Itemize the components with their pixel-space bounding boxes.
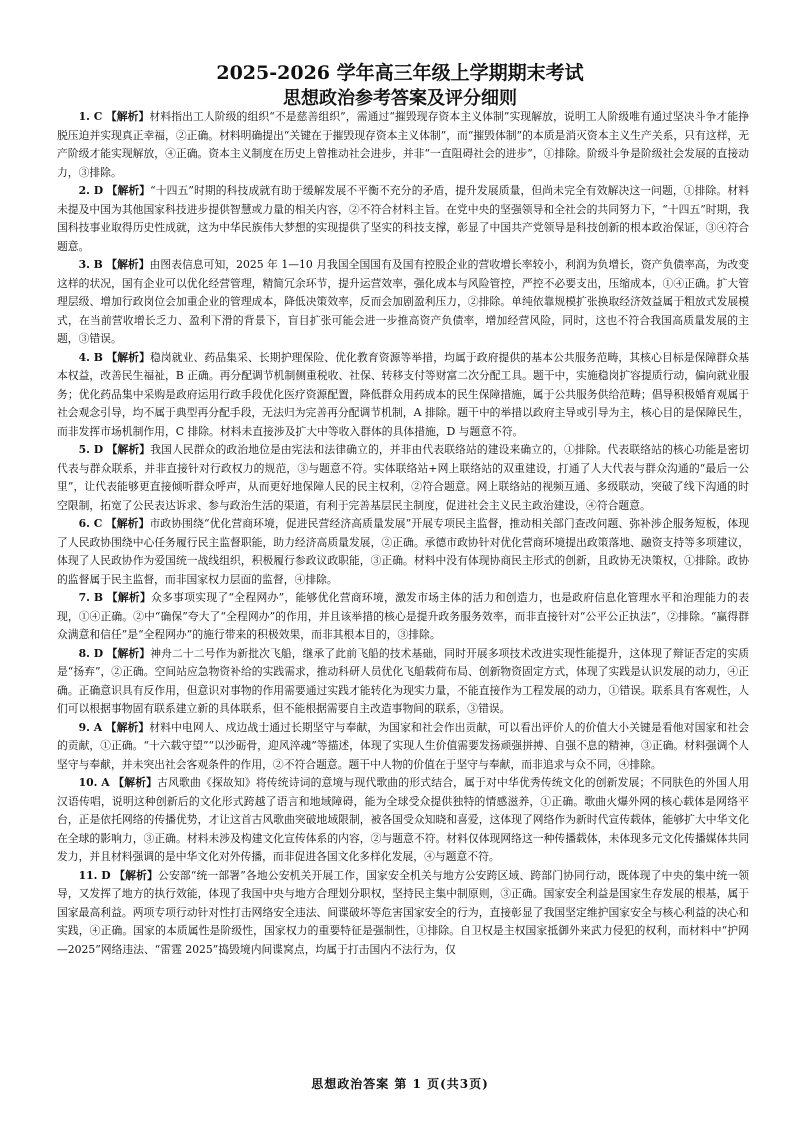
answer-number: 2. D <box>78 184 104 197</box>
answer-item-3 <box>57 256 749 349</box>
answer-key-subtitle: 思想政治参考答案及评分细则 <box>283 88 517 109</box>
analysis-tag: 【解析】 <box>106 443 151 456</box>
answer-item-1 <box>57 108 749 182</box>
answer-body <box>57 108 749 959</box>
analysis-text: 稳岗就业、药品集采、长期护理保险、优化教育资源等举措，均属于政府提供的基本公共服务范畴，其核心目标是保障群众基本权益，改善民生福祉，B 正确。再分配调节机制侧重税收、社保、转移支付等财富二次分配工具。题干中，实施稳岗扩容提质行动，偏向就业服务；优化药品集中采购是政府运用行政手段优化医疗资源配置，降低群众用药成本的民生保障措施，属于公共服务供给范畴；倡导积极婚育观属于社会观念引导，均不属于典型再分配手段，无法归为完善再分配调节机制，A 排除。题干中的举措以政府主导或引导为主，核心目的是保障民生，而非发挥市场机制作用，C 排除。材料未直接涉及扩大中等收入群体的具体措施，D 与题意不符。 <box>57 350 750 438</box>
analysis-text: 市政协围绕“优化营商环境，促进民营经济高质量发展”开展专项民主监督，推动相关部门查改问题、弥补涉企服务短板，体现了人民政协围绕中心任务履行民主监督职能，助力经济高质量发展，②正确。承德市政协针对优化营商环境提出政策落地、融资支持等多项建议，体现了人民政协作为爱国统一战线组织，积极履行参政议政职能，③正确。材料中没有体现协商民主形式的创新，且政协无决策权，①排除。政协的监督属于民主监督，而非国家权力层面的监督，④排除。 <box>57 517 750 586</box>
answer-number: 3. B <box>78 258 103 271</box>
answer-number: 8. D <box>78 646 104 660</box>
answer-item-5 <box>57 441 749 515</box>
analysis-tag: 【解析】 <box>106 646 151 660</box>
page-footer: 思想政治答案 第 1 页(共3页) <box>311 1077 489 1091</box>
answer-number: 5. D <box>78 443 104 456</box>
answer-item-11 <box>57 867 749 960</box>
analysis-text: 材料中电网人、戍边战士通过长期坚守与奉献，为国家和社会作出贡献，可以看出评价人的价值大小关键是看他对国家和社会的贡献，①正确。“十六载守望”“以沙砺骨，迎风淬魂”等描述，体现了实现人生价值需要发扬顽强拼搏、自强不息的精神，③正确。材料强调个人坚守与奉献，并未突出社会客观条件的作用，②不符合题意。题干中人物的价值在于坚守与奉献，而非追求与众不同，④排除。 <box>57 720 749 771</box>
analysis-tag: 【解析】 <box>106 184 151 197</box>
answer-number: 1. C <box>78 110 103 123</box>
analysis-text: 由图表信息可知，2025 年 1—10 月我国全国国有及国有控股企业的营收增长率较小，利润为负增长，资产负债率高，为改变这样的状况，国有企业可以优化经营管理，精简冗余环节，提升运营效率，强化成本与风险管控，严控不必要支出，压缩成本，①④正确。扩大管理层级、增加行政岗位会加重企业的管理成本，降低决策效率，反而会加剧盈利压力，②排除。单纯依靠规模扩张换取经济效益属于粗放式发展模式，在当前营收增长乏力、盈利下滑的背景下，盲目扩张可能会进一步推高资产负债率，增加经营风险，同时，这也不符合我国高质量发展的主题，③错误。 <box>57 258 750 345</box>
analysis-text: 我国人民群众的政治地位是由宪法和法律确立的，并非由代表联络站的建设来确立的，①排除。代表联络站的核心功能是密切代表与群众联系，并非直接针对行政权力的规范，③与题意不符。实体联络站+网上联络站的双重建设，打通了人大代表与群众沟通的“最后一公里”，让代表能够更直接倾听群众呼声，从而更好地保障人民的民主权利，②符合题意。网上联络站的视频互通、多级联动，突破了线下沟通的时空限制，拓宽了公民表达诉求、参与政治生活的渠道，有利于完善基层民主制度，促进社会主义民主政治建设，④符合题意。 <box>57 443 750 512</box>
analysis-text: 古风歌曲《探故知》将传统诗词的意境与现代歌曲的形式结合，属于对中华优秀传统文化的创新发展；不同肤色的外国人用汉语传唱，说明这种创新后的文化形式跨越了语言和地域障碍，能为全球受众提供独特的情感滋养，①正确。歌曲火爆外网的核心载体是网络平台，正是依托网络的传播优势，才让这首古风歌曲突破地域限制，被各国受众知晓和喜爱，这体现了网络作为新时代宣传载体，能够扩大中华文化在全球的影响力，③正确。材料未涉及构建文化宣传体系的内容，②与题意不符。材料仅体现网络这一种传播载体，未体现多元文化传播媒体共同发力，并且材料强调的是中华文化对外传播，而非促进各国文化多样化发展，④与题意不符。 <box>57 776 750 863</box>
answer-number: 4. B <box>78 350 103 364</box>
analysis-tag: 【解析】 <box>105 110 150 123</box>
analysis-tag: 【解析】 <box>114 868 158 882</box>
answer-item-6 <box>57 515 749 589</box>
answer-item-9 <box>57 719 749 775</box>
analysis-tag: 【解析】 <box>113 776 158 789</box>
answer-item-8 <box>57 645 749 719</box>
analysis-tag: 【解析】 <box>105 517 150 530</box>
answer-number: 7. B <box>78 591 104 604</box>
answer-number: 9. A <box>78 720 103 734</box>
analysis-text: “十四五”时期的科技成就有助于缓解发展不平衡不充分的矛盾，提升发展质量，但尚未完全有效解决这一问题，①排除。材料未提及中国为其他国家科技进步提供智慧或力量的相关内容，②不符合材料主旨。在党中央的坚强领导和全社会的共同努力下，“十四五”时期，我国科技事业取得历史性成就，这为中华民族伟大梦想的实现提供了坚实的科技支撑，彰显了中国共产党领导是科技创新的根本政治保证，③④符合题意。 <box>57 184 749 253</box>
answer-number: 10. A <box>78 776 110 789</box>
analysis-tag: 【解析】 <box>106 258 150 271</box>
answer-item-10 <box>57 774 749 867</box>
analysis-text: 神舟二十二号作为新批次飞船，继承了此前飞船的技术基础，同时开展多项技术改进实现性能提升，这体现了辩证否定的实质是“扬弃”，②正确。空间站应急物资补给的实践需求，推动科研人员优化飞船载荷布局、创新物资固定方式，体现了实践是认识发展的动力，④正确。正确意识具有反作用，但意识对事物的作用需要通过实践才能转化为现实力量，不能直接作为工程发展的动力，①错误。联系具有客观性，人们可以根据事物固有联系建立新的具体联系，但不能根据需要自主改造事物间的联系，③错误。 <box>57 646 750 715</box>
answer-item-4 <box>57 349 749 442</box>
answer-number: 6. C <box>78 517 103 530</box>
exam-title: 2025-2026 学年高三年级上学期期末考试 <box>216 62 584 84</box>
analysis-tag: 【解析】 <box>106 591 152 604</box>
analysis-text: 材料指出工人阶级的组织“不是慈善组织”，需通过“摧毁现存资本主义体制”实现解放，说明工人阶级唯有通过坚决斗争才能挣脱压迫并实现真正幸福，②正确。材料明确提出“关键在于摧毁现存资本主义体制”，而“摧毁体制”的本质是消灭资本主义生产关系，只有这样，无产阶级才能实现解放，④正确。资本主义制度在历史上曾推动社会进步，并非“一直阻碍社会的进步”，①排除。阶级斗争是阶级社会发展的直接动力，③排除。 <box>57 110 750 179</box>
analysis-tag: 【解析】 <box>105 720 150 734</box>
answer-item-2 <box>57 182 749 256</box>
answer-item-7 <box>57 589 749 645</box>
analysis-tag: 【解析】 <box>106 350 150 364</box>
answer-number: 11. D <box>78 868 111 882</box>
analysis-text: 公安部“统一部署”各地公安机关开展工作，国家安全机关与地方公安跨区域、跨部门协同行动，既体现了中央的集中统一领导，又发挥了地方的执行效能，体现了我国中央与地方合理划分职权，坚持民主集中制原则，③正确。国家安全利益是国家生存发展的根基，属于国家最高利益。两项专项行动针对性打击网络安全违法、间谍破坏等危害国家安全的行为，直接彰显了我国坚定维护国家安全与核心利益的决心和实践，④正确。国家的本质属性是阶级性，国家权力的重要特征是强制性，①排除。自卫权是主权国家抵御外来武力侵犯的权利，而材料中“护网—2025”网络违法、“雷霆 2025”捣毁境内间谍窝点，均属于打击国内不法行为，仅 <box>57 868 750 956</box>
analysis-text: 众多事项实现了“全程网办”，能够优化营商环境，激发市场主体的活力和创造力，也是政府信息化管理水平和治理能力的表现，①④正确。②中“确保”夸大了“全程网办”的作用，并且该举措的核心是提升政务服务效率，而非直接针对“公平公正执法”，②排除。“赢得群众满意和信任”是“全程网办”的施行带来的积极效果，而非其根本目的，③排除。 <box>57 591 750 641</box>
